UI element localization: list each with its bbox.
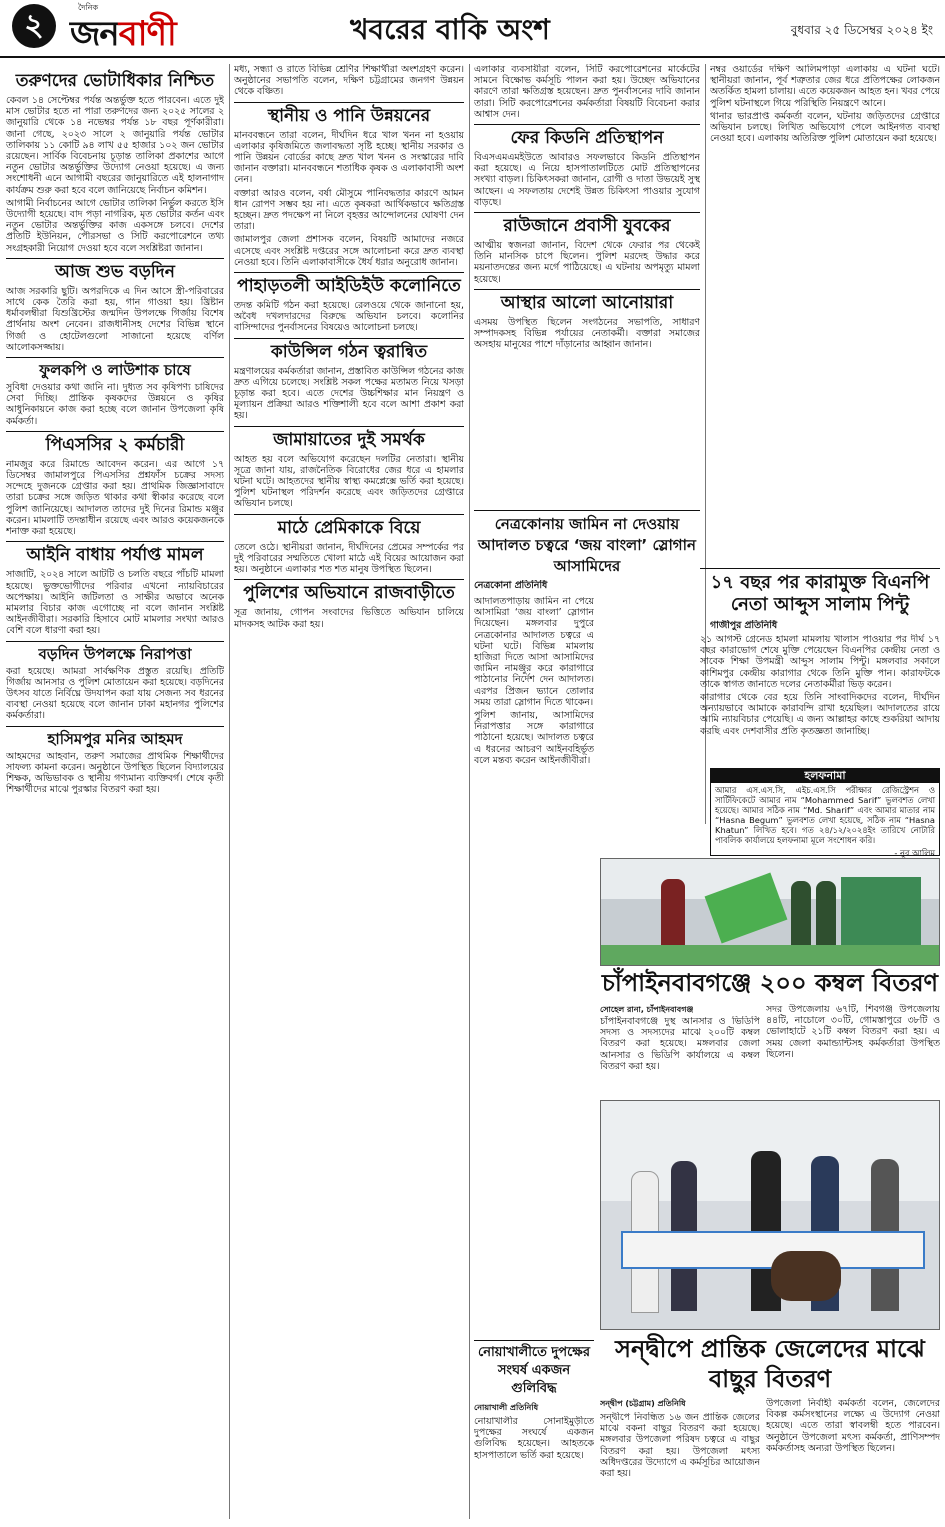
headline-jamaat: জামায়াতের দুই সমর্থক: [234, 426, 464, 451]
article-text: কেবল ১৪ সেপ্টেম্বর পর্যন্ত অন্তর্ভুক্ত হতে পারবেন। এতে দুই মাস ভোটার হতে না পারা তরুণদের জন্য ২০২৫ সালের ২ জানুয়ারি থেকে ১৪ নভেম্বর পর্যন্ত ১৮ বছর পূর্ণকারীরা। জানা গেছে, ২০২৩ সালে ২ জানুয়ারি পর্যন্ত ভোটার তালিকায় ১১ কোটি ৯৪ লাখ ৫৫ হাজার ১০২ জন ভোটার রয়েছেন। সার্বিক বিবেচনায় চূড়ান্ত তালিকা প্রকাশের আগে নতুন ভোটার অন্তর্ভুক্তির উদ্যোগ নেওয়া হয়েছে। এ জন্য সংশোধনী এনে আগামী বছরের জানুয়ারিতে এই হালনাগাদ কার্যক্রম শুরু করা হবে বলে জানিয়েছে নির্বাচন কমিশন।: [6, 95, 224, 196]
article-text: সুবিধা দেওয়ার কথা জানি না। দুধ্যত সব কৃষিপণ্য চাষিদের সেবা দিচ্ছি। প্রান্তিক কৃষকদের উন্নয়নে ও কৃষির আধুনিকায়নে কাজ করা হচ্ছে বলে জানান উপজেলা কৃষি কর্মকর্তা।: [6, 382, 224, 427]
byline: সন্দ্বীপ (চট্টগ্রাম) প্রতিনিধি: [600, 1399, 686, 1408]
headline-pintu: ১৭ বছর পর কারামুক্ত বিএনপি নেতা আব্দুস সালাম পিন্টু: [700, 568, 940, 616]
column-divider: [229, 64, 230, 1519]
headline-raozan: রাউজানে প্রবাসী যুবকের: [474, 212, 700, 237]
headline-kidney: ফের কিডনি প্রতিস্থাপন: [474, 124, 700, 149]
headline-psc: পিএসসির ২ কর্মচারী: [6, 431, 224, 456]
photo-caption: সোহেল রানা, চাঁপাইনবাবগঞ্জ: [600, 1005, 694, 1014]
headline-anowara: আস্থার আলো আনোয়ারা: [474, 289, 700, 314]
affidavit-text: আমার এস.এস.সি, এইচ.এস.সি পরীক্ষার রেজিস্ট্রেশন ও সার্টিফিকেটে আমার নাম “Mohammed Sarif” ভুলবশত লেখা হয়েছে। আমার সঠিক নাম “Md. Sharif” এবং আমার মাতার নাম “Hasna Begum” ভুলবশত লেখা হয়েছে, সঠিক নাম “Hasna Khatun” লিখিত হবে। গত ২৪/১২/২০২৪ইং তারিখে নোটারি পাবলিক কার্যালয়ে হলফনামা মূলে সংশোধন করি।: [715, 785, 935, 845]
section-title: খবরের বাকি অংশ: [350, 13, 550, 46]
article-text: মধ্য, সন্ধ্যা ও রাতে বিভিন্ন শ্রেণির শিক্ষার্থীরা অংশগ্রহণ করেন। অনুষ্ঠানের সভাপতি বলেন, দক্ষিণ চট্টগ্রামের জনগণ উন্নয়ন থেকে বঞ্চিত।: [234, 64, 464, 98]
article-text: আজ সরকারি ছুটি। অপরদিকে এ দিন আসে স্ত্রী-পরিবারের সাথে কেক তৈরি করা হয়, গান গাওয়া হয়। খ্রিষ্টান ধর্মাবলম্বীরা যিশুখ্রিস্টের জন্মদিন উপলক্ষে গির্জায় বিশেষ প্রার্থনায় অংশ নেবেন। রাজধানীসহ দেশের বিভিন্ন স্থানে গির্জা ও হোটেলগুলো সাজানো হয়েছে বর্ণিল আলোকসজ্জায়।: [6, 285, 224, 353]
article-text: কারাগার থেকে বের হয়ে তিনি সাংবাদিকদের বলেন, দীর্ঘদিন অন্যায়ভাবে আমাকে কারাবন্দি রাখা হয়েছিল। আদালতের রায়ে আমি ন্যায়বিচার পেয়েছি। এ জন্য আল্লাহর কাছে শুকরিয়া আদায় করছি এবং দেশবাসীর প্রতি কৃতজ্ঞতা জানাচ্ছি।: [700, 692, 940, 737]
article-text: সাজাটি, ২০২৪ সালে আটটি ও চলতি বছরে পাঁচটি মামলা হয়েছে। ভুক্তভোগীদের পরিবার এখনো ন্যায়বিচারের অপেক্ষায়। আইনি জটিলতা ও সাক্ষীর অভাবে অনেক মামলার বিচার কাজ এগোচ্ছে না বলে জানান সংশ্লিষ্ট আইনজীবীরা। সরকারি হিসাবে মোট মামলার সংখ্যা আরও বেশি বলে ধারণা করা হয়।: [6, 569, 224, 637]
calf-text-right: [766, 1398, 940, 1520]
headline-noakhali: নোয়াখালীতে দুপক্ষের সংঘর্ষ একজন গুলিবিদ্ধ: [474, 1340, 594, 1400]
photo-calf: [771, 1251, 841, 1301]
article-text: তেলে ওঠে। স্থানীয়রা জানান, দীর্ঘদিনের প্রেমের সম্পর্কের পর দুই পরিবারের সম্মতিতে খোলা মাঠে এই বিয়ের আয়োজন করা হয়। অনুষ্ঠানে এলাকার শত শত মানুষ উপস্থিত ছিলেন।: [234, 541, 464, 576]
headline-calf: সন্দ্বীপে প্রান্তিক জেলেদের মাঝে বাছুর বিতরণ: [615, 1335, 925, 1393]
headline-cauliflower: ফুলকপি ও লাউশাক চাষে: [6, 357, 224, 379]
article-text: আদালতপাড়ায় জামিন না পেয়ে আসামিরা ‘জয় বাংলা’ স্লোগান দিয়েছেন। মঙ্গলবার দুপুরে নেত্রকোনার আদালত চত্বরে এ ঘটনা ঘটে। বিভিন্ন মামলায় হাজিরা দিতে আসা আসামিদের জামিন নামঞ্জুর করে কারাগারে পাঠানোর নির্দেশ দেন আদালত। এরপর প্রিজন ভ্যানে তোলার সময় তারা স্লোগান দিতে থাকেন।: [474, 596, 594, 708]
article-text: সূত্র জানায়, গোপন সংবাদের ভিত্তিতে অভিযান চালিয়ে মাদকসহ আটক করা হয়।: [234, 607, 464, 630]
article-text: এসময় উপস্থিত ছিলেন সংগঠনের সভাপতি, সাধারণ সম্পাদকসহ বিভিন্ন পর্যায়ের নেতাকর্মী। বক্তারা সমাজের অসহায় মানুষের পাশে দাঁড়ানোর আহ্বান জানান।: [474, 316, 700, 351]
article-text: নোয়াখালীর সোনাইমুড়ীতে দুপক্ষের সংঘর্ষে একজন গুলিবিদ্ধ হয়েছেন। আহতকে হাসপাতালে ভর্তি করা হয়েছে।: [474, 1416, 594, 1461]
column-4-top: [710, 64, 940, 564]
article-text: সন্দ্বীপে নিবন্ধিত ১৬ জন প্রান্তিক জেলের মাঝে বকনা বাছুর বিতরণ করা হয়েছে। মঙ্গলবার উপজেলা পরিষদ চত্বরে এ বাছুর বিতরণ করা হয়। উপজেলা মৎস্য অধিদপ্তরের উদ্যোগে এ কর্মসূচির আয়োজন করা হয়।: [600, 1412, 760, 1480]
column-2: [234, 64, 464, 1520]
column-4-pintu-text: [700, 634, 940, 764]
headline-pahartali: পাহাড়তলী আইডিইউ কলোনিতে: [234, 272, 464, 297]
headline-water-development: স্থানীয় ও পানি উন্নয়নের: [234, 102, 464, 127]
article-text: নম্বর ওয়ার্ডের দক্ষিণ আলিমপাড়া এলাকায় এ ঘটনা ঘটে। স্থানীয়রা জানান, পূর্ব শত্রুতার জের ধরে প্রতিপক্ষের লোকজন অতর্কিত হামলা চালায়। এতে কয়েকজন আহত হন। খবর পেয়ে পুলিশ ঘটনাস্থলে গিয়ে পরিস্থিতি নিয়ন্ত্রণে আনে।: [710, 64, 940, 109]
column-3-top: [474, 64, 700, 504]
article-text: মানববন্ধনে তারা বলেন, দীর্ঘদিন ধরে খাল খনন না হওয়ায় এলাকার কৃষিজমিতে জলাবদ্ধতা সৃষ্টি হচ্ছে। স্থানীয় সরকার ও পানি উন্নয়ন বোর্ডের কাছে দ্রুত খাল খনন ও সংস্কারের দাবি জানান বক্তারা। মানববন্ধনে শতাধিক কৃষক ও এলাকাবাসী অংশ নেন।: [234, 129, 464, 186]
article-text: থানার ভারপ্রাপ্ত কর্মকর্তা বলেন, ঘটনায় জড়িতদের গ্রেপ্তারে অভিযান চলছে। লিখিত অভিযোগ পেলে আইনগত ব্যবস্থা নেওয়া হবে। এলাকায় অতিরিক্ত পুলিশ মোতায়েন করা হয়েছে।: [710, 110, 940, 145]
headline-netrokona: নেত্রকোনায় জামিন না দেওয়ায় আদালত চত্বরে ‘জয় বাংলা’ স্লোগান আসামিদের: [474, 510, 700, 576]
column-1: [6, 64, 224, 1520]
article-text: এলাকার ব্যবসায়ীরা বলেন, সিটি করপোরেশনের মার্কেটের সামনে বিক্ষোভ কর্মসূচি পালন করা হয়। উচ্ছেদ অভিযানের কারণে তারা ক্ষতিগ্রস্ত হয়েছেন। দ্রুত পুনর্বাসনের দাবি জানান তারা। সিটি করপোরেশনের কর্মকর্তারা বিষয়টি বিবেচনা করার আশ্বাস দেন।: [474, 64, 700, 120]
blanket-text-right: [766, 1004, 940, 1084]
affidavit-heading: হলফনামা: [711, 769, 939, 783]
article-text: আহমদের আহবান, তরুণ সমাজের প্রাথমিক শিক্ষার্থীদের সাফল্য কামনা করেন। অনুষ্ঠানে উপস্থিত ছিলেন বিদ্যালয়ের শিক্ষক, অভিভাবক ও স্থানীয় গণ্যমান্য ব্যক্তিবর্গ। শেষে কৃতী শিক্ষার্থীদের মাঝে পুরস্কার বিতরণ করা হয়।: [6, 750, 224, 796]
headline-christmas-security: বড়দিন উপলক্ষে নিরাপত্তা: [6, 641, 224, 663]
headline-legal-obstacle: আইনি বাধায় পর্যাপ্ত মামল: [6, 541, 224, 566]
article-text: বক্তারা আরও বলেন, বর্ষা মৌসুমে পানিবদ্ধতার কারণে আমন ধান রোপণ সম্ভব হয় না। এতে কৃষকরা আর্থিকভাবে ক্ষতিগ্রস্ত হচ্ছেন। দ্রুত পদক্ষেপ না নিলে বৃহত্তর আন্দোলনের ঘোষণা দেন তারা।: [234, 187, 464, 233]
byline: গাজীপুর প্রতিনিধি: [710, 620, 778, 631]
article-text: আগামী নির্বাচনের আগে ভোটার তালিকা নির্ভুল করতে ইসি উদ্যোগী হয়েছে। বাদ পড়া নাগরিক, মৃত ভোটার কর্তন এবং নতুন ভোটার অন্তর্ভুক্তির কাজ একসঙ্গে চলবে। দেশের প্রতিটি ইউনিয়ন, পৌরসভা ও সিটি করপোরেশনে তথ্য সংগ্রহকারী নিয়োগ দেওয়া হবে বলে সংশ্লিষ্টরা জানান।: [6, 197, 224, 254]
column-3-netrokona-text: [474, 596, 594, 1336]
headline-wedding: মাঠে প্রেমিকাকে বিয়ে: [234, 514, 464, 539]
byline: নোয়াখালী প্রতিনিধি: [474, 1403, 539, 1412]
issue-date: বুধবার ২৫ ডিসেম্বর ২০২৪ ইং: [790, 23, 933, 37]
page-number: ২: [12, 4, 56, 48]
article-text: তদন্ত কমিটি গঠন করা হয়েছে। রেলওয়ে থেকে জানানো হয়, অবৈধ দখলদারদের বিরুদ্ধে অভিযান চলবে। কলোনির বাসিন্দাদের পুনর্বাসনের বিষয়েও আলোচনা চলছে।: [234, 300, 464, 334]
headline-blanket: চাঁপাইনবাবগঞ্জে ২০০ কম্বল বিতরণ: [601, 969, 939, 997]
blanket-distribution-photo: [600, 858, 940, 966]
headline-council: কাউন্সিল গঠন ত্বরান্বিত: [234, 338, 464, 363]
article-text: জামালপুর জেলা প্রশাসক বলেন, বিষয়টি আমাদের নজরে এসেছে এবং সংশ্লিষ্ট দপ্তরের সঙ্গে আলোচনা করে দ্রুত ব্যবস্থা নেওয়া হবে। তিনি এলাকাবাসীকে ধৈর্য ধরার অনুরোধ জানান।: [234, 234, 464, 268]
calf-distribution-photo: [600, 1100, 940, 1330]
article-text: নামজুর করে রিমান্ডে আবেদন করেন। এর আগে ১৭ ডিসেম্বর জামালপুরে পিএসসির প্রশ্নফাঁস চক্রের সদস্য সন্দেহে দুজনকে গ্রেপ্তার করা হয়। প্রাথমিক জিজ্ঞাসাবাদে তারা চক্রের সঙ্গে জড়িত থাকার কথা স্বীকার করেছে বলে পুলিশ জানিয়েছে। আদালত তাদের দুই দিনের রিমান্ড মঞ্জুর করেন। মামলাটি তদন্তাধীন রয়েছে এবং আরও কয়েকজনকে শনাক্ত করা হয়েছে।: [6, 458, 224, 538]
photo-blankets-stack: [601, 945, 940, 966]
logo-tagline: দৈনিক: [78, 3, 99, 12]
article-text: পুলিশ জানায়, আসামিদের নিরাপত্তার সঙ্গে কারাগারে পাঠানো হয়েছে। আদালত চত্বরে এ ধরনের আচরণ আইনবহির্ভূত বলে মন্তব্য করেন আইনজীবীরা।: [474, 710, 594, 766]
byline: নেত্রকোনা প্রতিনিধি: [474, 580, 548, 591]
column-divider: [469, 64, 470, 1519]
article-text: চাঁপাইনবাবগঞ্জে দুস্থ আনসার ও ভিডিপি সদস্য ও সদস্যদের মাঝে ২০০টি কম্বল বিতরণ করা হয়েছে। মঙ্গলবার জেলা আনসার ও ভিডিপি কার্যালয়ে এ কম্বল বিতরণ করা হয়।: [600, 1016, 760, 1072]
headline-christmas: আজ শুভ বড়দিন: [6, 258, 224, 283]
affidavit-signature: - নুর আলিম: [894, 848, 935, 858]
article-text: বিএসএমএমইউতে আবারও সফলভাবে কিডনি প্রতিস্থাপন করা হয়েছে। এ নিয়ে হাসপাতালটিতে মোট প্রতিস্থাপনের সংখ্যা বাড়ল। চিকিৎসকরা জানান, রোগী ও দাতা উভয়েই সুস্থ আছেন। এ সফলতায় দেশেই উন্নত চিকিৎসা পাওয়ার সুযোগ বাড়ছে।: [474, 152, 700, 208]
article-text: আহত হয় বলে অভিযোগ করেছেন দলটির নেতারা। স্থানীয় সূত্রে জানা যায়, রাজনৈতিক বিরোধের জের ধরে এ হামলার ঘটনা ঘটে। আহতদের স্থানীয় স্বাস্থ্য কমপ্লেক্সে ভর্তি করা হয়েছে। পুলিশ ঘটনাস্থল পরিদর্শন করেছে এবং জড়িতদের গ্রেপ্তারে অভিযান চলছে।: [234, 453, 464, 510]
column-3-noakhali-text: [474, 1416, 594, 1520]
article-text: উপজেলা নির্বাহী কর্মকর্তা বলেন, জেলেদের বিকল্প কর্মসংস্থানের লক্ষ্যে এ উদ্যোগ নেওয়া হয়েছে। এতে তারা স্বাবলম্বী হতে পারবেন। অনুষ্ঠানে উপজেলা মৎস্য কর্মকর্তা, প্রাণিসম্পদ কর্মকর্তাসহ অন্যরা উপস্থিত ছিলেন।: [766, 1398, 940, 1454]
photo-banner: [841, 877, 921, 947]
article-text: সদর উপজেলায় ৬৭টি, শিবগঞ্জ উপজেলায় ৪৪টি, নাচোলে ৩০টি, গোমস্তাপুরে ৩৮টি ও ভোলাহাটে ২১টি কম্বল বিতরণ করা হয়। এ সময় জেলা কমান্ড্যান্টসহ কর্মকর্তারা উপস্থিত ছিলেন।: [766, 1004, 940, 1060]
affidavit-box: [710, 768, 940, 856]
headline-hasimpur: হাসিমপুর মনির আহমদ: [6, 726, 224, 748]
article-text: মন্ত্রণালয়ের কর্মকর্তারা জানান, প্রস্তাবিত কাউন্সিল গঠনের কাজ দ্রুত এগিয়ে চলেছে। সংশ্লিষ্ট সকল পক্ষের মতামত নিয়ে খসড়া চূড়ান্ত করা হবে। এতে দেশের উচ্চশিক্ষার মান নিয়ন্ত্রণ ও মূল্যায়ন প্রক্রিয়া আরও শক্তিশালী হবে বলে আশা প্রকাশ করা হয়।: [234, 365, 464, 422]
newspaper-logo: [70, 8, 176, 65]
logo-part1: জন: [70, 14, 119, 54]
headline-rajbari: পুলিশের অভিযানে রাজবাড়ীতে: [234, 579, 464, 604]
article-text: আত্মীয় স্বজনরা জানান, বিদেশ থেকে ফেরার পর থেকেই তিনি মানসিক চাপে ছিলেন। পুলিশ মরদেহ উদ্ধার করে ময়নাতদন্তের জন্য মর্গে পাঠিয়েছে। এ ঘটনায় অপমৃত্যু মামলা হয়েছে।: [474, 240, 700, 285]
logo-part2: বাণী: [118, 14, 176, 54]
headline-voting-rights: তরুণদের ভোটাধিকার নিশ্চিত: [15, 71, 215, 91]
article-text: ২১ আগস্ট গ্রেনেড হামলা মামলায় খালাস পাওয়ার পর দীর্ঘ ১৭ বছর কারাভোগ শেষে মুক্তি পেয়েছেন বিএনপির কেন্দ্রীয় নেতা ও সাবেক শিক্ষা উপমন্ত্রী আব্দুস সালাম পিন্টু। মঙ্গলবার সকালে কাশিমপুর কেন্দ্রীয় কারাগার থেকে তিনি মুক্তি পান। কারাফটকে তাকে স্বাগত জানাতে দলের নেতাকর্মীরা ভিড় করেন।: [700, 634, 940, 690]
article-text: করা হয়েছে। আমরা সার্বক্ষণিক প্রস্তুত রয়েছি। প্রতিটি গির্জায় আনসার ও পুলিশ মোতায়েন করা হয়েছে। বড়দিনের উৎসব যাতে নির্বিঘ্নে উদযাপন করা যায় সেজন্য সব ধরনের ব্যবস্থা নেওয়া হয়েছে বলে জানান ঢাকা মহানগর পুলিশের কর্মকর্তারা।: [6, 665, 224, 722]
calf-text-left: [600, 1412, 760, 1520]
